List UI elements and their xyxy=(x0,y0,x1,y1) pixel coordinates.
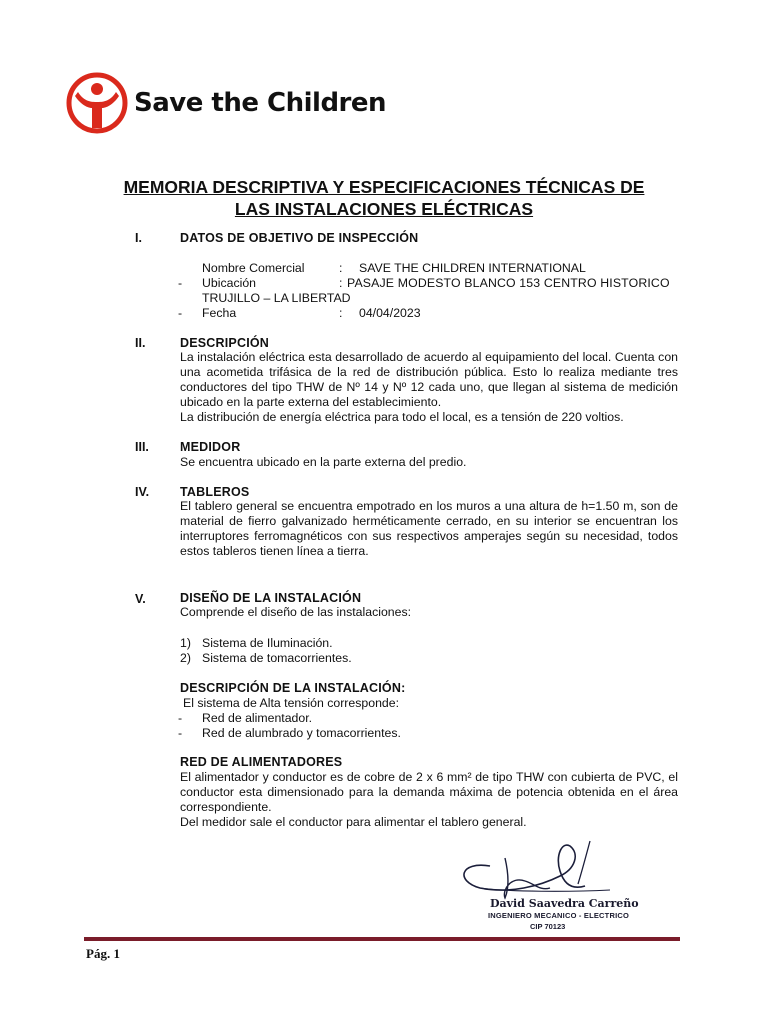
section-4-paragraph: El tablero general se encuentra empotrado en los muros a una altura de h=1.50 m, son de material de fierro galvanizado herméticamente cerrado, en su interior se encuentran los interruptores ferromagnéticos con sus respectivos amperajes según su necesidad, todos estos tableros tienen línea a tierra. xyxy=(180,499,678,558)
row-1-sep: : xyxy=(339,261,343,275)
subsection-item-1-text: Red de alimentador. xyxy=(202,711,313,725)
signatory-name: David Saavedra Carreño xyxy=(490,897,639,910)
title-line-1: MEMORIA DESCRIPTIVA Y ESPECIFICACIONES TÉCNICAS DE xyxy=(123,177,645,197)
row-2-sep: : xyxy=(339,276,343,290)
subsection-description-heading: DESCRIPCIÓN DE LA INSTALACIÓN: xyxy=(180,681,406,695)
signatory-title: INGENIERO MECANICO - ELECTRICO xyxy=(488,911,630,920)
section-5-heading: DISEÑO DE LA INSTALACIÓN xyxy=(180,591,362,605)
subsection-item-2-dash: - xyxy=(178,726,183,740)
list-item-2-number: 2) xyxy=(180,651,191,665)
row-2-value: PASAJE MODESTO BLANCO 153 CENTRO HISTORICO xyxy=(347,276,670,290)
signatory-cip: CIP 70123 xyxy=(530,922,566,931)
section-1-number: I. xyxy=(135,231,142,245)
title-line-2: LAS INSTALACIONES ELÉCTRICAS xyxy=(234,199,534,219)
section-3-paragraph: Se encuentra ubicado en la parte externa del predio. xyxy=(180,455,467,469)
subsection-description-intro: El sistema de Alta tensión corresponde: xyxy=(183,696,399,710)
list-item-1-text: Sistema de Iluminación. xyxy=(202,636,333,650)
row-2-dash: - xyxy=(178,276,183,290)
row-2-label: Ubicación xyxy=(202,276,256,290)
list-item-1-number: 1) xyxy=(180,636,191,650)
row-4-sep: : xyxy=(339,306,343,320)
brand-name: Save the Children xyxy=(134,88,387,118)
row-4-value: 04/04/2023 xyxy=(359,306,421,320)
subsection-feeders-paragraph-1: El alimentador y conductor es de cobre de 2 x 6 mm² de tipo THW con cubierta de PVC, el conductor esta dimensionado para la demanda máxima de potencia obtenida en el área correspondiente. xyxy=(180,770,678,814)
section-5-number: V. xyxy=(135,592,146,606)
row-1-value: SAVE THE CHILDREN INTERNATIONAL xyxy=(359,261,586,275)
section-3-heading: MEDIDOR xyxy=(180,440,241,454)
subsection-item-1-dash: - xyxy=(178,711,183,725)
section-4-heading: TABLEROS xyxy=(180,485,250,499)
section-1-heading: DATOS DE OBJETIVO DE INSPECCIÓN xyxy=(180,231,419,245)
document-title xyxy=(100,176,668,220)
row-4-label: Fecha xyxy=(202,306,237,320)
section-2-paragraph-1: La instalación eléctrica esta desarrollado de acuerdo al equipamiento del local. Cuenta con una acometida trifásica de la red de distribución pública. Esto lo realiza mediante tres conductores del tipo THW de Nº 14 y Nº 12 cada uno, que llegan al sistema de medición ubicado en la parte externa del establecimiento. xyxy=(180,350,678,409)
list-item-2-text: Sistema de tomacorrientes. xyxy=(202,651,352,665)
row-3-label: TRUJILLO – LA LIBERTAD xyxy=(202,291,351,305)
subsection-feeders-paragraph-2: Del medidor sale el conductor para alimentar el tablero general. xyxy=(180,815,527,829)
row-4-dash: - xyxy=(178,306,183,320)
section-5-intro: Comprende el diseño de las instalaciones: xyxy=(180,605,412,619)
save-the-children-logo-icon xyxy=(66,72,128,134)
section-2-paragraph-2: La distribución de energía eléctrica para todo el local, es a tensión de 220 voltios. xyxy=(180,410,624,424)
section-2-heading: DESCRIPCIÓN xyxy=(180,336,270,350)
section-4-number: IV. xyxy=(135,485,150,499)
page-number: Pág. 1 xyxy=(86,946,120,961)
subsection-feeders-heading: RED DE ALIMENTADORES xyxy=(180,755,343,769)
row-1-label: Nombre Comercial xyxy=(202,261,305,275)
section-3-number: III. xyxy=(135,440,149,454)
subsection-item-2-text: Red de alumbrado y tomacorrientes. xyxy=(202,726,401,740)
section-2-number: II. xyxy=(135,336,146,350)
footer-rule xyxy=(84,937,680,941)
